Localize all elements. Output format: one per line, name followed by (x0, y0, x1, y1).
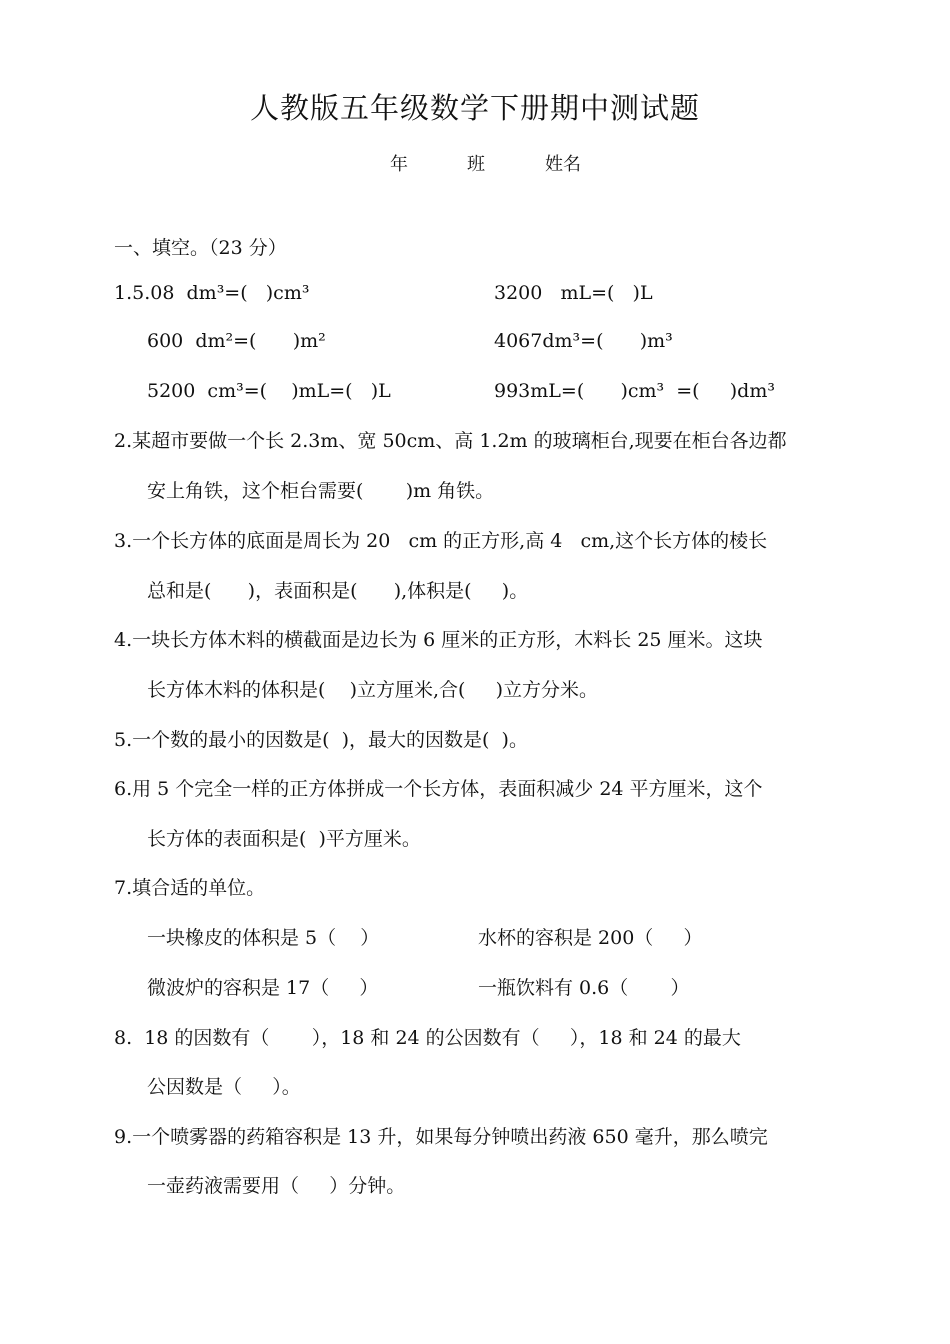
q1-item-e: 5200 cm³=( )mL=( )L (147, 380, 391, 402)
q2-line-2: 安上角铁，这个柜台需要( )m 角铁。 (147, 480, 495, 502)
q1-item-f: 993mL=( )cm³ =( )dm³ (494, 380, 775, 402)
q7-item-c: 微波炉的容积是 17（ ） (147, 977, 379, 999)
q7-item-d: 一瓶饮料有 0.6（ ） (478, 977, 690, 999)
class-field-label: 班 (467, 154, 485, 175)
q2-line-1: 2.某超市要做一个长 2.3m、宽 50cm、高 1.2m 的玻璃柜台,现要在柜台各边都 (114, 430, 787, 452)
q6-line-2: 长方体的表面积是( )平方厘米。 (147, 828, 421, 850)
q7-item-a: 一块橡皮的体积是 5（ ） (147, 927, 380, 949)
q3-line-1: 3.一个长方体的底面是周长为 20 cm 的正方形,高 4 cm,这个长方体的棱长 (114, 530, 768, 552)
q8-line-1: 8. 18 的因数有（ ），18 和 24 的公因数有（ ），18 和 24 的最大 (114, 1027, 741, 1049)
q3-line-2: 总和是( )，表面积是( ),体积是( )。 (147, 580, 529, 602)
q6-line-1: 6.用 5 个完全一样的正方体拼成一个长方体，表面积减少 24 平方厘米，这个 (114, 778, 763, 800)
page-title: 人教版五年级数学下册期中测试题 (249, 91, 700, 125)
q1-item-d: 4067dm³=( )m³ (494, 330, 673, 352)
q1-item-a: 1.5.08 dm³=( )cm³ (114, 282, 310, 304)
q5-line: 5.一个数的最小的因数是( )，最大的因数是( )。 (114, 729, 528, 751)
q4-line-1: 4.一块长方体木料的横截面是边长为 6 厘米的正方形，木料长 25 厘米。这块 (114, 629, 763, 651)
q9-line-1: 9.一个喷雾器的药箱容积是 13 升，如果每分钟喷出药液 650 毫升，那么喷完 (114, 1126, 768, 1148)
section-heading: 一、填空。（23 分） (114, 237, 287, 259)
q7-item-b: 水杯的容积是 200（ ） (478, 927, 703, 949)
grade-field-label: 年 (390, 154, 408, 175)
q1-item-b: 3200 mL=( )L (494, 282, 653, 304)
q8-line-2: 公因数是（ ）。 (147, 1076, 301, 1098)
q1-item-c: 600 dm²=( )m² (147, 330, 326, 352)
q4-line-2: 长方体木料的体积是( )立方厘米,合( )立方分米。 (147, 679, 599, 701)
q9-line-2: 一壶药液需要用（ ）分钟。 (147, 1175, 406, 1197)
name-field-label: 姓名 (545, 154, 581, 175)
q7-heading: 7.填合适的单位。 (114, 877, 266, 899)
